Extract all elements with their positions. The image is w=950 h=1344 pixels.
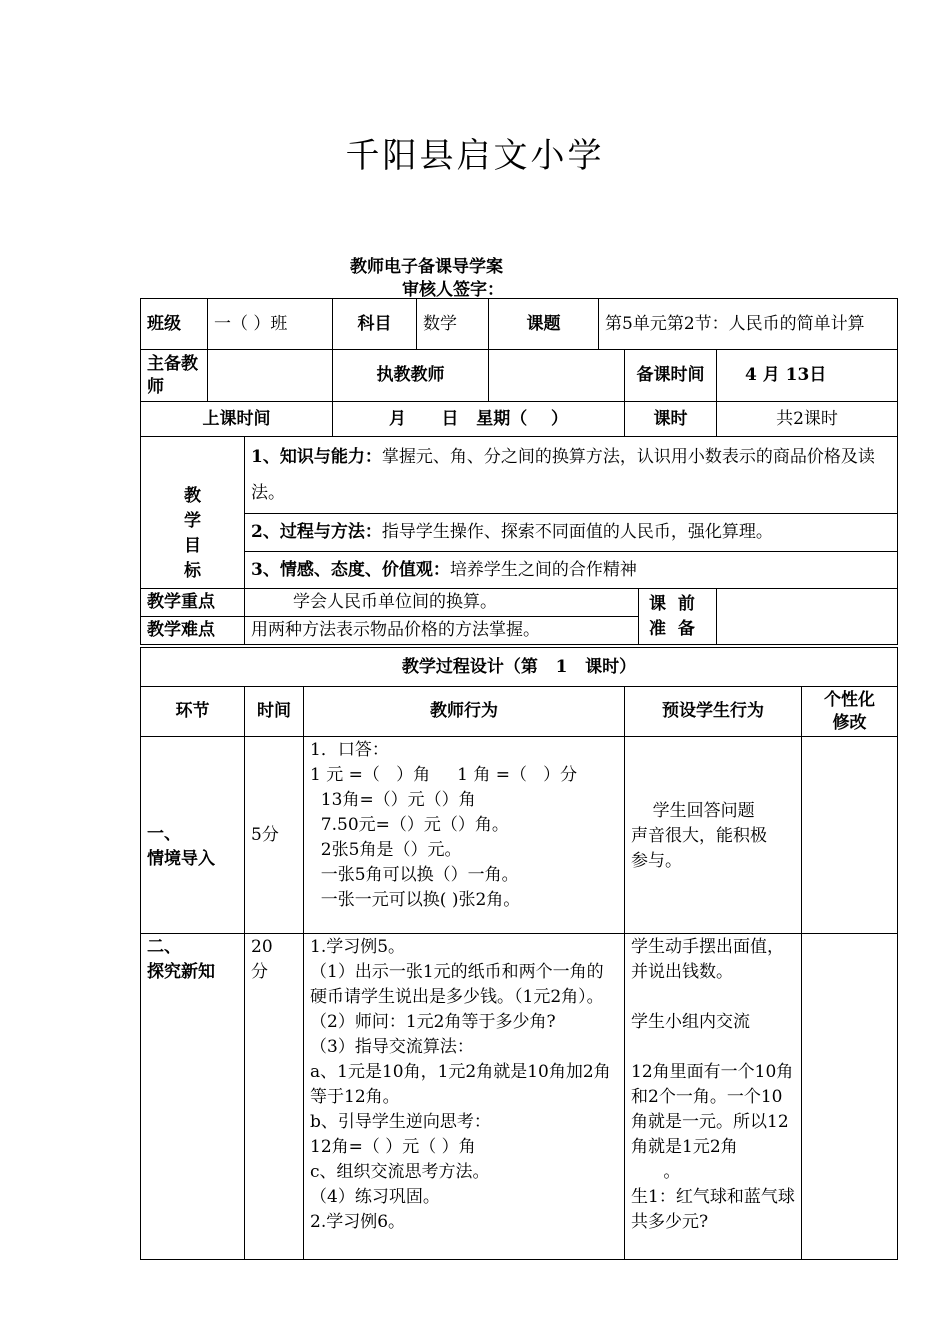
- class-time-value: 月 日 星期（ ）: [333, 402, 625, 437]
- goals-table: [140, 436, 898, 589]
- process-title: 教学过程设计（第 1 课时）: [141, 648, 898, 687]
- goals-label: 教学目标: [141, 437, 245, 589]
- key-point-label: 教学重点: [141, 589, 245, 617]
- difficulty-text: 用两种方法表示物品价格的方法掌握。: [245, 617, 639, 645]
- header-time: 时间: [245, 687, 304, 737]
- teacher-cell: 1．口答： 1 元 =（ ）角 1 角 =（ ）分 13角=（）元（）角 7.50元=（）元（）角。 2张5角是（）元。 一张5角可以换（）一角。 一张一元可以换( )张2角。: [304, 737, 625, 934]
- class-value: 一（ ）班: [208, 299, 333, 350]
- pre-class-prep-value: [717, 589, 898, 645]
- doc-title: 教师电子备课导学案: [350, 257, 503, 277]
- lead-teacher-label: 主备教师: [141, 350, 208, 402]
- subject-label: 科目: [333, 299, 417, 350]
- process-table: [140, 647, 898, 1260]
- custom-cell: [802, 737, 898, 934]
- goal-knowledge: 1、知识与能力：掌握元、角、分之间的换算方法，认识用小数表示的商品价格及读法。: [245, 437, 898, 514]
- topic-label: 课题: [489, 299, 599, 350]
- exec-teacher-value: [489, 350, 625, 402]
- time-cell: 20分: [245, 934, 304, 1260]
- info-table: [140, 298, 898, 437]
- table-row: [141, 934, 898, 1260]
- student-cell: 学生回答问题 声音很大，能积极 参与。: [625, 737, 802, 934]
- subject-value: 数学: [417, 299, 489, 350]
- key-point-text: 学会人民币单位间的换算。: [245, 589, 639, 617]
- prep-time-value: 4 月 13日: [717, 350, 898, 402]
- header-student: 预设学生行为: [625, 687, 802, 737]
- goal-emotion: 3、情感、态度、价值观：培养学生之间的合作精神: [245, 552, 898, 589]
- prep-time-label: 备课时间: [625, 350, 717, 402]
- periods-value: 共2课时: [717, 402, 898, 437]
- periods-label: 课时: [625, 402, 717, 437]
- difficulty-label: 教学难点: [141, 617, 245, 645]
- header-custom: 个性化修改: [802, 687, 898, 737]
- custom-cell: [802, 934, 898, 1260]
- topic-value: 第5单元第2节：人民币的简单计算: [599, 299, 898, 350]
- student-cell: 学生动手摆出面值，并说出钱数。 学生小组内交流 12角里面有一个10角和2个一角。一个10角就是一元。所以12角就是1元2角 。 生1：红气球和蓝气球共多少元?: [625, 934, 802, 1260]
- class-label: 班级: [141, 299, 208, 350]
- time-cell: 5分: [245, 737, 304, 934]
- reviewer-signature-label: 审核人签字：: [402, 280, 504, 300]
- table-row: [141, 737, 898, 934]
- goal-process: 2、过程与方法：指导学生操作、探索不同面值的人民币，强化算理。: [245, 514, 898, 552]
- lead-teacher-value: [208, 350, 333, 402]
- stage-cell: 二、 探究新知: [141, 934, 245, 1260]
- exec-teacher-label: 执教教师: [333, 350, 489, 402]
- school-name: 千阳县启文小学: [345, 136, 605, 176]
- header-stage: 环节: [141, 687, 245, 737]
- teacher-cell: 1.学习例5。 （1）出示一张1元的纸币和两个一角的硬币请学生说出是多少钱。（1元2角）。 （2）师问：1元2角等于多少角? （3）指导交流算法： a、1元是10角，1元2角就是10角加2角等于12角。 b、引导学生逆向思考： 12角=（ ）元（ ）角 c、组织交流思考方法。 （4）练习巩固。 2.学习例6。: [304, 934, 625, 1260]
- stage-cell: 一、 情境导入: [141, 737, 245, 934]
- focus-table: [140, 588, 898, 645]
- pre-class-prep-label: 课 前 准 备: [639, 589, 717, 645]
- class-time-label: 上课时间: [141, 402, 333, 437]
- header-teacher: 教师行为: [304, 687, 625, 737]
